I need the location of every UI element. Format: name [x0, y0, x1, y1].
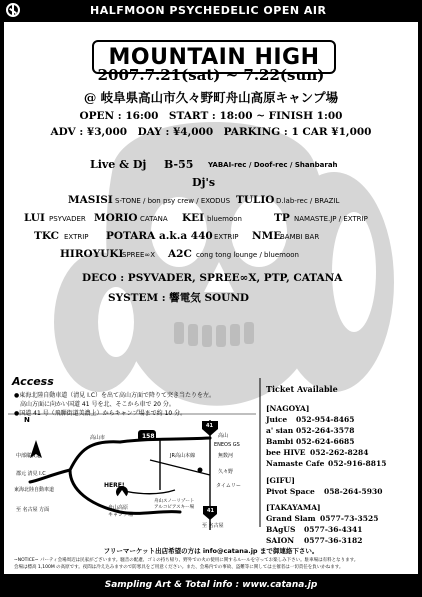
map-takayama: 高山	[218, 433, 229, 439]
live-dj-label: Live & Dj	[90, 158, 147, 171]
map-to-nagoya: 至 名古屋	[202, 523, 224, 529]
map-route-41-bottom: 41	[207, 508, 214, 514]
ticket-shop: bee HIVE	[266, 448, 306, 457]
ticket-prices: ADV : ¥3,000 DAY : ¥4,000 PARKING : 1 CAR ¥1,000	[50, 126, 372, 138]
map-chubu: 中部縦貫道	[16, 453, 42, 459]
sound-system: SYSTEM : 響電気 SOUND	[108, 292, 250, 304]
ticket-region-takayama: [TAKAYAMA]	[266, 503, 321, 512]
dj-tp-aff: NAMASTE.JP / EXTRIP	[294, 215, 368, 223]
access-line-1: ●東海北陸自動車道（清見 I.C）を出て高山方面で降りて突き当たりを左。	[14, 392, 216, 399]
dj-hiroyuki-aff: SPREE∞X	[122, 251, 156, 259]
map-jr: JR高山本線	[170, 453, 195, 459]
map-kaminoho: 至 名古屋 方面	[16, 507, 50, 513]
ticket-phone: 0577-36-4341	[304, 525, 363, 534]
ticket-shop: Juice	[266, 415, 288, 424]
map-eneos: ENEOS GS	[214, 442, 240, 448]
dj-tulio-aff: D.lab-rec / BRAZIL	[276, 197, 340, 205]
dj-potara: POTARA a.k.a 440	[106, 230, 213, 242]
dj-potara-aff: EXTRIP	[214, 233, 239, 241]
event-dates: 2007.7.21(sat) ~ 7.22(sun)	[97, 66, 325, 84]
artist-b55: B-55	[164, 158, 194, 171]
access-heading: Access	[12, 375, 54, 388]
dj-hiroyuki: HIROYUKI	[60, 248, 124, 260]
top-banner	[0, 0, 422, 22]
ticket-shop: BAgUS	[266, 525, 296, 534]
ticket-phone: 0577-36-3182	[304, 536, 363, 545]
map-funayama-resort: 舟山スノーリゾート アルコピアスキー場	[154, 499, 195, 510]
dj-a2c: A2C	[168, 248, 192, 260]
dj-lui-aff: PSYVADER	[49, 215, 86, 223]
map-kiyomi: 郡元 清見 I.C	[16, 471, 46, 477]
ticket-phone: 058-264-5930	[324, 487, 383, 496]
dj-kei-aff: bluemoon	[207, 215, 242, 223]
access-line-2: 高山方面に向かい国道 41 号を北、そこから車で 20 分。	[14, 401, 175, 408]
ticket-shop: Pivot Space	[266, 487, 315, 496]
event-times: OPEN : 16:00 START : 18:00 ~ FINISH 1:00	[79, 110, 343, 122]
dj-lui: LUI	[24, 212, 45, 224]
dj-morio-aff: CATANA	[140, 215, 168, 223]
ticket-phone: 052-264-3578	[296, 426, 355, 435]
dj-a2c-aff: cong tong lounge / bluemoon	[196, 251, 299, 259]
event-title: MOUNTAIN HIGH	[108, 45, 320, 70]
poster-body	[4, 22, 418, 574]
dj-tulio: TULIO	[236, 194, 275, 206]
ticket-shop: a' sian	[266, 426, 294, 435]
ticket-phone: 0577-73-3525	[320, 514, 379, 523]
notice-line-2: 会場は標高 1,100M の高原です。夜間は冷え込みますので防寒具をご用意ください。また、会場内での事故、盗難等に関しては主催者は一切責任を負いかねます。	[14, 565, 344, 570]
map-here: HERE!	[104, 482, 125, 489]
ticket-phone: 052-624-6685	[296, 437, 355, 446]
dj-kei: KEI	[182, 212, 205, 224]
ticket-phone: 052-262-8284	[310, 448, 369, 457]
ticket-phone: 052-916-8815	[328, 459, 387, 468]
ticket-shop: Bambi	[266, 437, 294, 446]
freemarket-note: フリーマーケット出店希望の方は info@catana.jp まで御連絡下さい。	[103, 547, 319, 555]
map-camp: 舟山高原 キャンプ場	[108, 505, 134, 518]
access-line-3: ●国道 41 号（飛騨街道美濃上）からキャンプ場まで約 10 分。	[14, 410, 187, 417]
notice-line-1: ~NOTICE~ パーティ会場周辺は民家がございます。騒音の配慮、ゴミの持ち帰り、野外での火の使用に関するルールを守ってお楽しみ下さい。駐車場は有料となります。	[14, 558, 359, 563]
ticket-region-nagoya: [NAGOYA]	[266, 404, 310, 413]
ticket-shop: SAION	[266, 536, 295, 545]
map-north: N	[24, 416, 30, 424]
map-tokai-hokuriku: 東海北陸自動車道	[14, 487, 55, 493]
dj-tkc: TKC	[34, 230, 60, 242]
event-series-name: HALFMOON PSYCHEDELIC OPEN AIR	[90, 4, 327, 17]
dj-nme: NME	[252, 230, 282, 242]
deco-credits: DECO : PSYVADER, SPREE∞X, PTP, CATANA	[82, 272, 343, 284]
event-venue: @ 岐阜県高山市久々野町舟山高原キャンプ場	[83, 90, 339, 105]
dj-tkc-aff: EXTRIP	[64, 233, 89, 241]
dj-tp: TP	[274, 212, 290, 224]
dj-masisi: MASISI	[68, 194, 113, 206]
map-route-158: 158	[142, 433, 155, 440]
map-takayama-city: 高山市	[90, 435, 106, 441]
map-route-41-top: 41	[206, 423, 213, 429]
ticket-heading: Ticket Available	[266, 384, 338, 394]
map-kuguno: 久々野	[218, 469, 234, 475]
peace-sign-icon	[6, 3, 20, 17]
ticket-phone: 052-954-8465	[296, 415, 355, 424]
ticket-shop: Namaste Cafe	[266, 459, 325, 468]
map-mukaikado: 無数河	[218, 453, 234, 459]
artist-b55-labels: YABAI-rec / Doof-rec / Shanbarah	[208, 161, 338, 169]
dj-nme-aff: BAMBI BAR	[280, 233, 320, 241]
ticket-region-gifu: [GIFU]	[266, 476, 295, 485]
djs-label: Dj's	[192, 176, 216, 189]
ticket-shop: Grand Slam	[266, 514, 316, 523]
dj-morio: MORIO	[94, 212, 138, 224]
map-kaito: タイムリー	[216, 483, 241, 489]
dj-masisi-aff: S-TONE / bon psy crew / EXODUS	[115, 197, 231, 205]
sampling-art-info: Sampling Art & Total info : www.catana.jp	[104, 580, 318, 590]
